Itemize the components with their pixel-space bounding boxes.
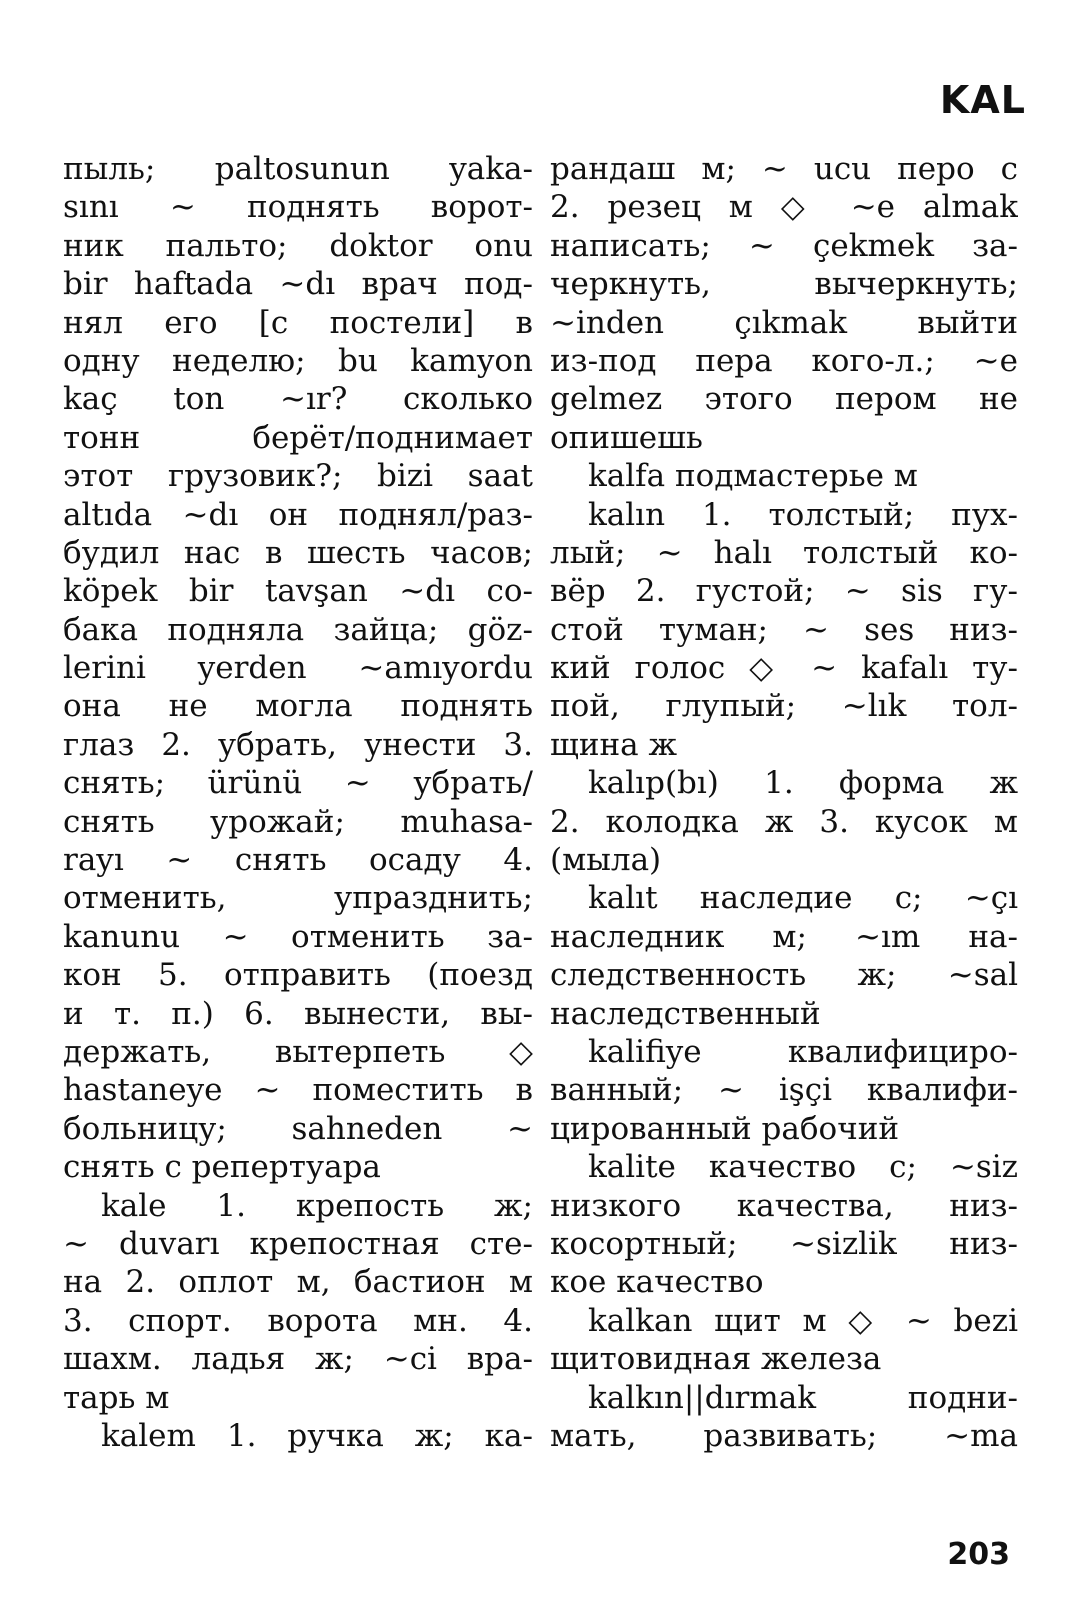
dictionary-line: kalite качество с; ~siz xyxy=(588,1149,1018,1186)
dictionary-line: kalem 1. ручка ж; ка- xyxy=(101,1417,533,1454)
dictionary-line: 2. колодка ж 3. кусок м xyxy=(550,803,1018,840)
dictionary-line: kanunu ~ отменить за- xyxy=(63,918,533,955)
dictionary-line: больницу; sahneden ~ xyxy=(63,1110,533,1147)
dictionary-line: ~ duvarı крепостная сте- xyxy=(63,1225,533,1262)
dictionary-line: она не могла поднять xyxy=(63,688,533,725)
dictionary-line: низкого качества, низ- xyxy=(550,1187,1018,1224)
dictionary-line: наследник м; ~ım на- xyxy=(550,918,1018,955)
dictionary-line: нял его [с постели] в xyxy=(63,304,533,341)
dictionary-line: bir haftada ~dı врач под- xyxy=(63,266,533,303)
dictionary-line: щитовидная железа xyxy=(550,1341,882,1378)
dictionary-line: rayı ~ снять осаду 4. xyxy=(63,842,533,879)
dictionary-line: на 2. оплот м, бастион м xyxy=(63,1264,533,1301)
page-number: 203 xyxy=(947,1537,1010,1572)
dictionary-line: кое качество xyxy=(550,1264,764,1301)
right-column xyxy=(550,150,1018,1455)
dictionary-line: мать, развивать; ~ma xyxy=(550,1417,1018,1454)
dictionary-line: kalıp(bı) 1. форма ж xyxy=(588,765,1018,802)
dictionary-line: написать; ~ çekmek за- xyxy=(550,227,1018,264)
dictionary-line: держать, вытерпеть ◇ xyxy=(63,1033,533,1070)
dictionary-line: тонн берёт/поднимает xyxy=(63,419,533,456)
dictionary-line: щина ж xyxy=(550,726,677,763)
dictionary-line: ванный; ~ işçi квалифи- xyxy=(550,1072,1018,1109)
dictionary-line: следственность ж; ~sal xyxy=(550,957,1018,994)
dictionary-line: kale 1. крепость ж; xyxy=(101,1187,533,1224)
dictionary-line: пыль; paltosunun yaka- xyxy=(63,151,533,187)
dictionary-line: ~inden çıkmak выйти xyxy=(550,304,1018,341)
dictionary-line: (мыла) xyxy=(550,842,662,879)
dictionary-line: köpek bir tavşan ~dı со- xyxy=(63,573,533,610)
dictionary-line: sını ~ поднять ворот- xyxy=(63,189,533,226)
running-head: KAL xyxy=(939,78,1026,122)
dictionary-line: будил нас в шесть часов; xyxy=(63,534,533,571)
dictionary-line: бака подняла зайца; göz- xyxy=(63,611,533,648)
dictionary-line: отменить, упразднить; xyxy=(63,880,533,917)
dictionary-line: лый; ~ halı толстый ко- xyxy=(550,534,1018,571)
dictionary-line: черкнуть, вычеркнуть; xyxy=(550,266,1018,303)
dictionary-line: снять урожай; muhasa- xyxy=(63,803,533,840)
dictionary-line: опишешь xyxy=(550,419,703,456)
dictionary-line: 3. спорт. ворота мн. 4. xyxy=(63,1302,533,1339)
dictionary-line: lerini yerden ~amıyordu xyxy=(63,650,533,687)
dictionary-line: kalıt наследие с; ~çı xyxy=(588,880,1018,917)
dictionary-line: altıda ~dı он поднял/раз- xyxy=(63,496,533,533)
dictionary-line: пой, глупый; ~lık тол- xyxy=(550,688,1018,725)
dictionary-line: шахм. ладья ж; ~ci вра- xyxy=(63,1341,533,1378)
dictionary-line: вёр 2. густой; ~ sis гу- xyxy=(550,573,1018,610)
dictionary-line: kalkan щит м ◇ ~ bezi xyxy=(588,1302,1018,1339)
dictionary-line: этот грузовик?; bizi saat xyxy=(63,458,533,495)
dictionary-line: кий голос ◇ ~ kafalı ту- xyxy=(550,650,1018,687)
dictionary-line: рандаш м; ~ ucu перо с xyxy=(550,151,1018,187)
dictionary-line: тарь м xyxy=(63,1379,170,1416)
dictionary-line: gelmez этого пером не xyxy=(550,381,1018,418)
dictionary-line: 2. резец м ◇ ~e almak xyxy=(550,189,1018,226)
dictionary-line: hastaneye ~ поместить в xyxy=(63,1072,533,1109)
dictionary-line: kalifiye квалифициро- xyxy=(588,1033,1018,1070)
dictionary-line: снять с репертуара xyxy=(63,1149,381,1186)
dictionary-line: из-под пера кого-л.; ~e xyxy=(550,342,1018,379)
dictionary-line: kalın 1. толстый; пух- xyxy=(588,496,1018,533)
dictionary-line: kalfa подмастерье м xyxy=(588,458,918,495)
dictionary-line: снять; ürünü ~ убрать/ xyxy=(63,765,533,802)
dictionary-line: глаз 2. убрать, унести 3. xyxy=(63,726,533,763)
dictionary-line: цированный рабочий xyxy=(550,1110,900,1147)
dictionary-line: kaç ton ~ır? сколько xyxy=(63,381,533,418)
dictionary-line: стой туман; ~ ses низ- xyxy=(550,611,1018,648)
dictionary-line: ник пальто; doktor onu xyxy=(63,227,533,264)
left-column xyxy=(63,150,533,1455)
dictionary-line: наследственный xyxy=(550,995,821,1032)
dictionary-line: и т. п.) 6. вынести, вы- xyxy=(63,995,533,1032)
dictionary-line: одну неделю; bu kamyon xyxy=(63,342,533,379)
dictionary-line: косортный; ~sizlik низ- xyxy=(550,1225,1018,1262)
dictionary-line: kalkın||dırmak подни- xyxy=(588,1379,1018,1416)
dictionary-line: кон 5. отправить (поезд xyxy=(63,957,533,994)
